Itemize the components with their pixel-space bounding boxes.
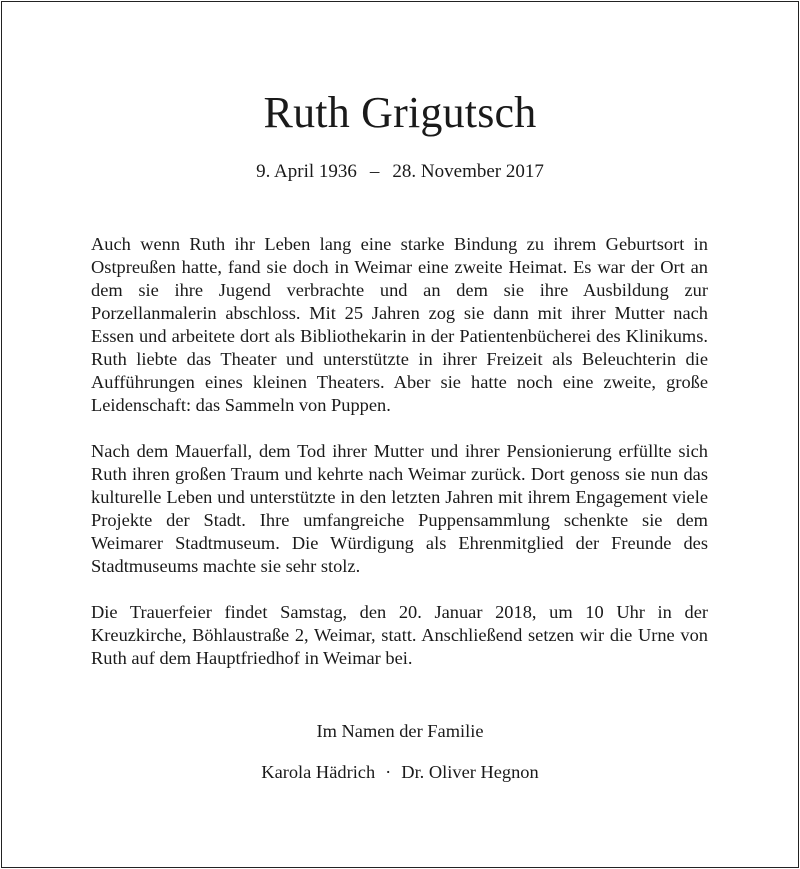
signatories	[0, 760, 800, 784]
paragraph-funeral-info: Die Trauerfeier findet Samstag, den 20. Januar 2018, um 10 Uhr in der Kreuzkirche, Böhlaustraße 2, Weimar, statt. Anschließend setzen wir die Urne von Ruth auf dem Hauptfriedhof in Weimar bei.	[91, 602, 708, 668]
paragraph-return-weimar: Nach dem Mauerfall, dem Tod ihrer Mutter und ihrer Pensionierung erfüllte sich Ruth ihren großen Traum und kehrte nach Weimar zurück. Dort genoss sie nun das kulturelle Leben und unterstützte in den letzten Jahren mit ihrem Engagement viele Projekte der Stadt. Ihre umfangreiche Puppensammlung schenkte sie dem Weimarer Stadtmuseum. Die Würdigung als Ehrenmitglied der Freunde des Stadtmuseums machte sie sehr stolz.	[91, 441, 708, 576]
paragraph-biography: Auch wenn Ruth ihr Leben lang eine starke Bindung zu ihrem Geburtsort in Ostpreußen hatte, fand sie doch in Weimar eine zweite Heimat. Es war der Ort an dem sie ihre Jugend verbrachte und an dem sie ihre Ausbildung zur Porzellanmalerin abschloss. Mit 25 Jahren zog sie dann mit ihrer Mutter nach Essen und arbeitete dort als Bibliothekarin in der Patientenbücherei des Klinikums. Ruth liebte das Theater und unterstützte in ihrer Freizeit als Beleuchterin die Aufführungen eines kleinen Theaters. Aber sie hatte noch eine zweite, große Leidenschaft: das Sammeln von Puppen.	[91, 234, 708, 415]
life-dates	[0, 160, 800, 184]
signature-intro: Im Namen der Familie	[316, 721, 484, 741]
deceased-name: Ruth Grigutsch	[263, 88, 537, 137]
obituary-text	[91, 233, 708, 693]
birth-date: 9. April 1936	[256, 161, 357, 182]
death-date: 28. November 2017	[392, 161, 544, 182]
signatory-name: Karola Hädrich	[261, 762, 376, 782]
signatory-separator: ·	[385, 762, 392, 782]
signatory-name: Dr. Oliver Hegnon	[401, 762, 539, 782]
date-separator: –	[369, 161, 380, 182]
